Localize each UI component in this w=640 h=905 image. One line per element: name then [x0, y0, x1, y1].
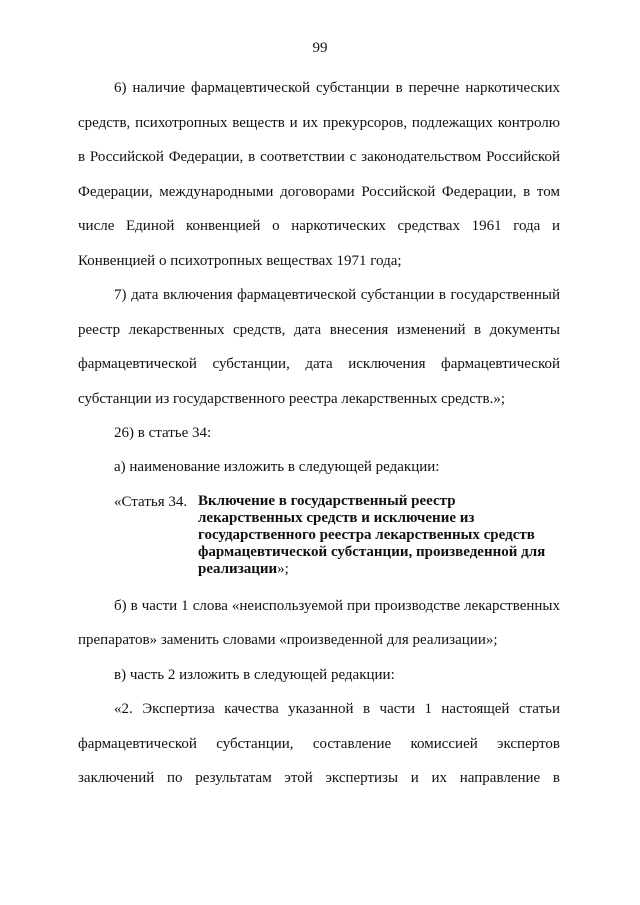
article-title-line: государственного реестра лекарственных средств [198, 527, 535, 543]
text-line: заключений по результатам этой экспертизы и их направление в [78, 770, 560, 786]
subitem-v: в) часть 2 изложить в следующей редакции: [114, 667, 395, 683]
text-line: реестр лекарственных средств, дата внесения изменений в документы [78, 322, 560, 338]
text-line: «2. Экспертиза качества указанной в части 1 настоящей статьи [114, 701, 560, 717]
text-line: числе Единой конвенцией о наркотических средствах 1961 года и [78, 218, 560, 234]
page-number: 99 [312, 40, 328, 56]
article-title-line: лекарственных средств и исключение из [198, 510, 475, 526]
article-title-suffix: »; [277, 561, 289, 577]
text-line: фармацевтической субстанции, дата исключения фармацевтической [78, 356, 560, 372]
article-title-line-last [198, 561, 289, 578]
article-title-line: Включение в государственный реестр [198, 493, 456, 509]
article-number: «Статья 34. [114, 494, 188, 510]
text-line: б) в части 1 слова «неиспользуемой при производстве лекарственных [114, 598, 560, 614]
text-line: средств, психотропных веществ и их прекурсоров, подлежащих контролю [78, 115, 560, 131]
text-line: препаратов» заменить словами «произведенной для реализации»; [78, 632, 498, 648]
amendment-item-26: 26) в статье 34: [114, 425, 212, 441]
text-line: 7) дата включения фармацевтической субстанции в государственный [114, 287, 560, 303]
text-line: 6) наличие фармацевтической субстанции в перечне наркотических [114, 80, 560, 96]
text-line: в Российской Федерации, в соответствии с законодательством Российской [78, 149, 560, 165]
text-line: Федерации, международными договорами Российской Федерации, в том [78, 184, 560, 200]
article-title-text: реализации [198, 561, 278, 577]
article-title-line: фармацевтической субстанции, произведенной для [198, 544, 546, 560]
text-line: субстанции из государственного реестра лекарственных средств.»; [78, 391, 505, 407]
text-line: Конвенцией о психотропных веществах 1971 года; [78, 253, 402, 269]
text-line: фармацевтической субстанции, составление комиссией экспертов [78, 736, 560, 752]
subitem-a: а) наименование изложить в следующей редакции: [114, 459, 440, 475]
